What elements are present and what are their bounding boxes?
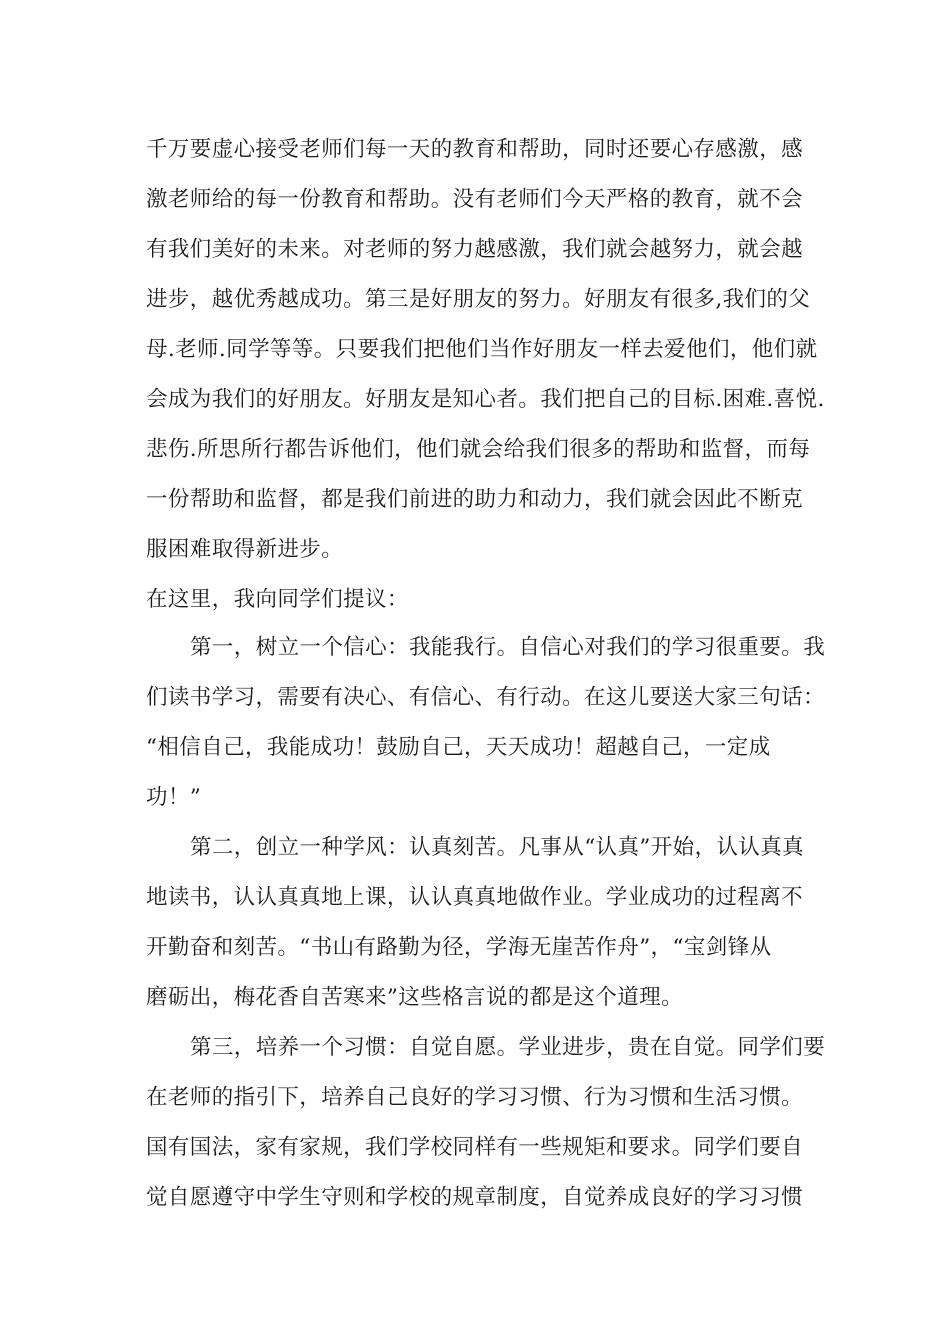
- paragraph-first-line: 第三，培养一个习惯：自觉自愿。学业进步，贵在自觉。同学们要: [190, 1035, 826, 1060]
- text-line: 磨砺出，梅花香自苦寒来”这些格言说的都是这个道理。: [146, 985, 683, 1010]
- text-line: 觉自愿遵守中学生守则和学校的规章制度，自觉养成良好的学习习惯: [146, 1185, 804, 1210]
- paragraph-first-line: 第二，创立一种学风：认真刻苦。凡事从“认真”开始，认认真真: [190, 835, 805, 860]
- text-line: 悲伤.所思所行都告诉他们，他们就会给我们很多的帮助和监督，而每: [146, 437, 811, 462]
- text-line: 们读书学习，需要有决心、有信心、有行动。在这儿要送大家三句话：: [146, 685, 825, 710]
- text-line: 开勤奋和刻苦。“书山有路勤为径，学海无崖苦作舟”，“宝剑锋从: [146, 935, 772, 960]
- paragraph-first-line: 第一，树立一个信心：我能我行。自信心对我们的学习很重要。我: [190, 635, 826, 660]
- text-line: 进步，越优秀越成功。第三是好朋友的努力。好朋友有很多,我们的父: [146, 287, 811, 312]
- text-line: 在老师的指引下，培养自己良好的学习习惯、行为习惯和生活习惯。: [146, 1085, 804, 1110]
- text-line: 服困难取得新进步。: [146, 537, 344, 562]
- text-line: “相信自己，我能成功！鼓励自己，天天成功！超越自己，一定成: [146, 735, 771, 760]
- text-line: 会成为我们的好朋友。好朋友是知心者。我们把自己的目标.困难.喜悦.: [146, 387, 825, 412]
- text-line: 母.老师.同学等等。只要我们把他们当作好朋友一样去爱他们，他们就: [146, 337, 818, 362]
- text-line: 千万要虚心接受老师们每一天的教育和帮助，同时还要心存感激，感: [146, 137, 804, 162]
- text-line: 激老师给的每一份教育和帮助。没有老师们今天严格的教育，就不会: [146, 187, 804, 212]
- text-line: 在这里，我向同学们提议：: [146, 587, 409, 612]
- text-line: 有我们美好的未来。对老师的努力越感激，我们就会越努力，就会越: [146, 237, 804, 262]
- text-line: 一份帮助和监督，都是我们前进的助力和动力，我们就会因此不断克: [146, 487, 804, 512]
- text-line: 国有国法，家有家规，我们学校同样有一些规矩和要求。同学们要自: [146, 1135, 804, 1160]
- text-line: 地读书，认认真真地上课，认认真真地做作业。学业成功的过程离不: [146, 885, 804, 910]
- text-line: 功！”: [146, 785, 202, 810]
